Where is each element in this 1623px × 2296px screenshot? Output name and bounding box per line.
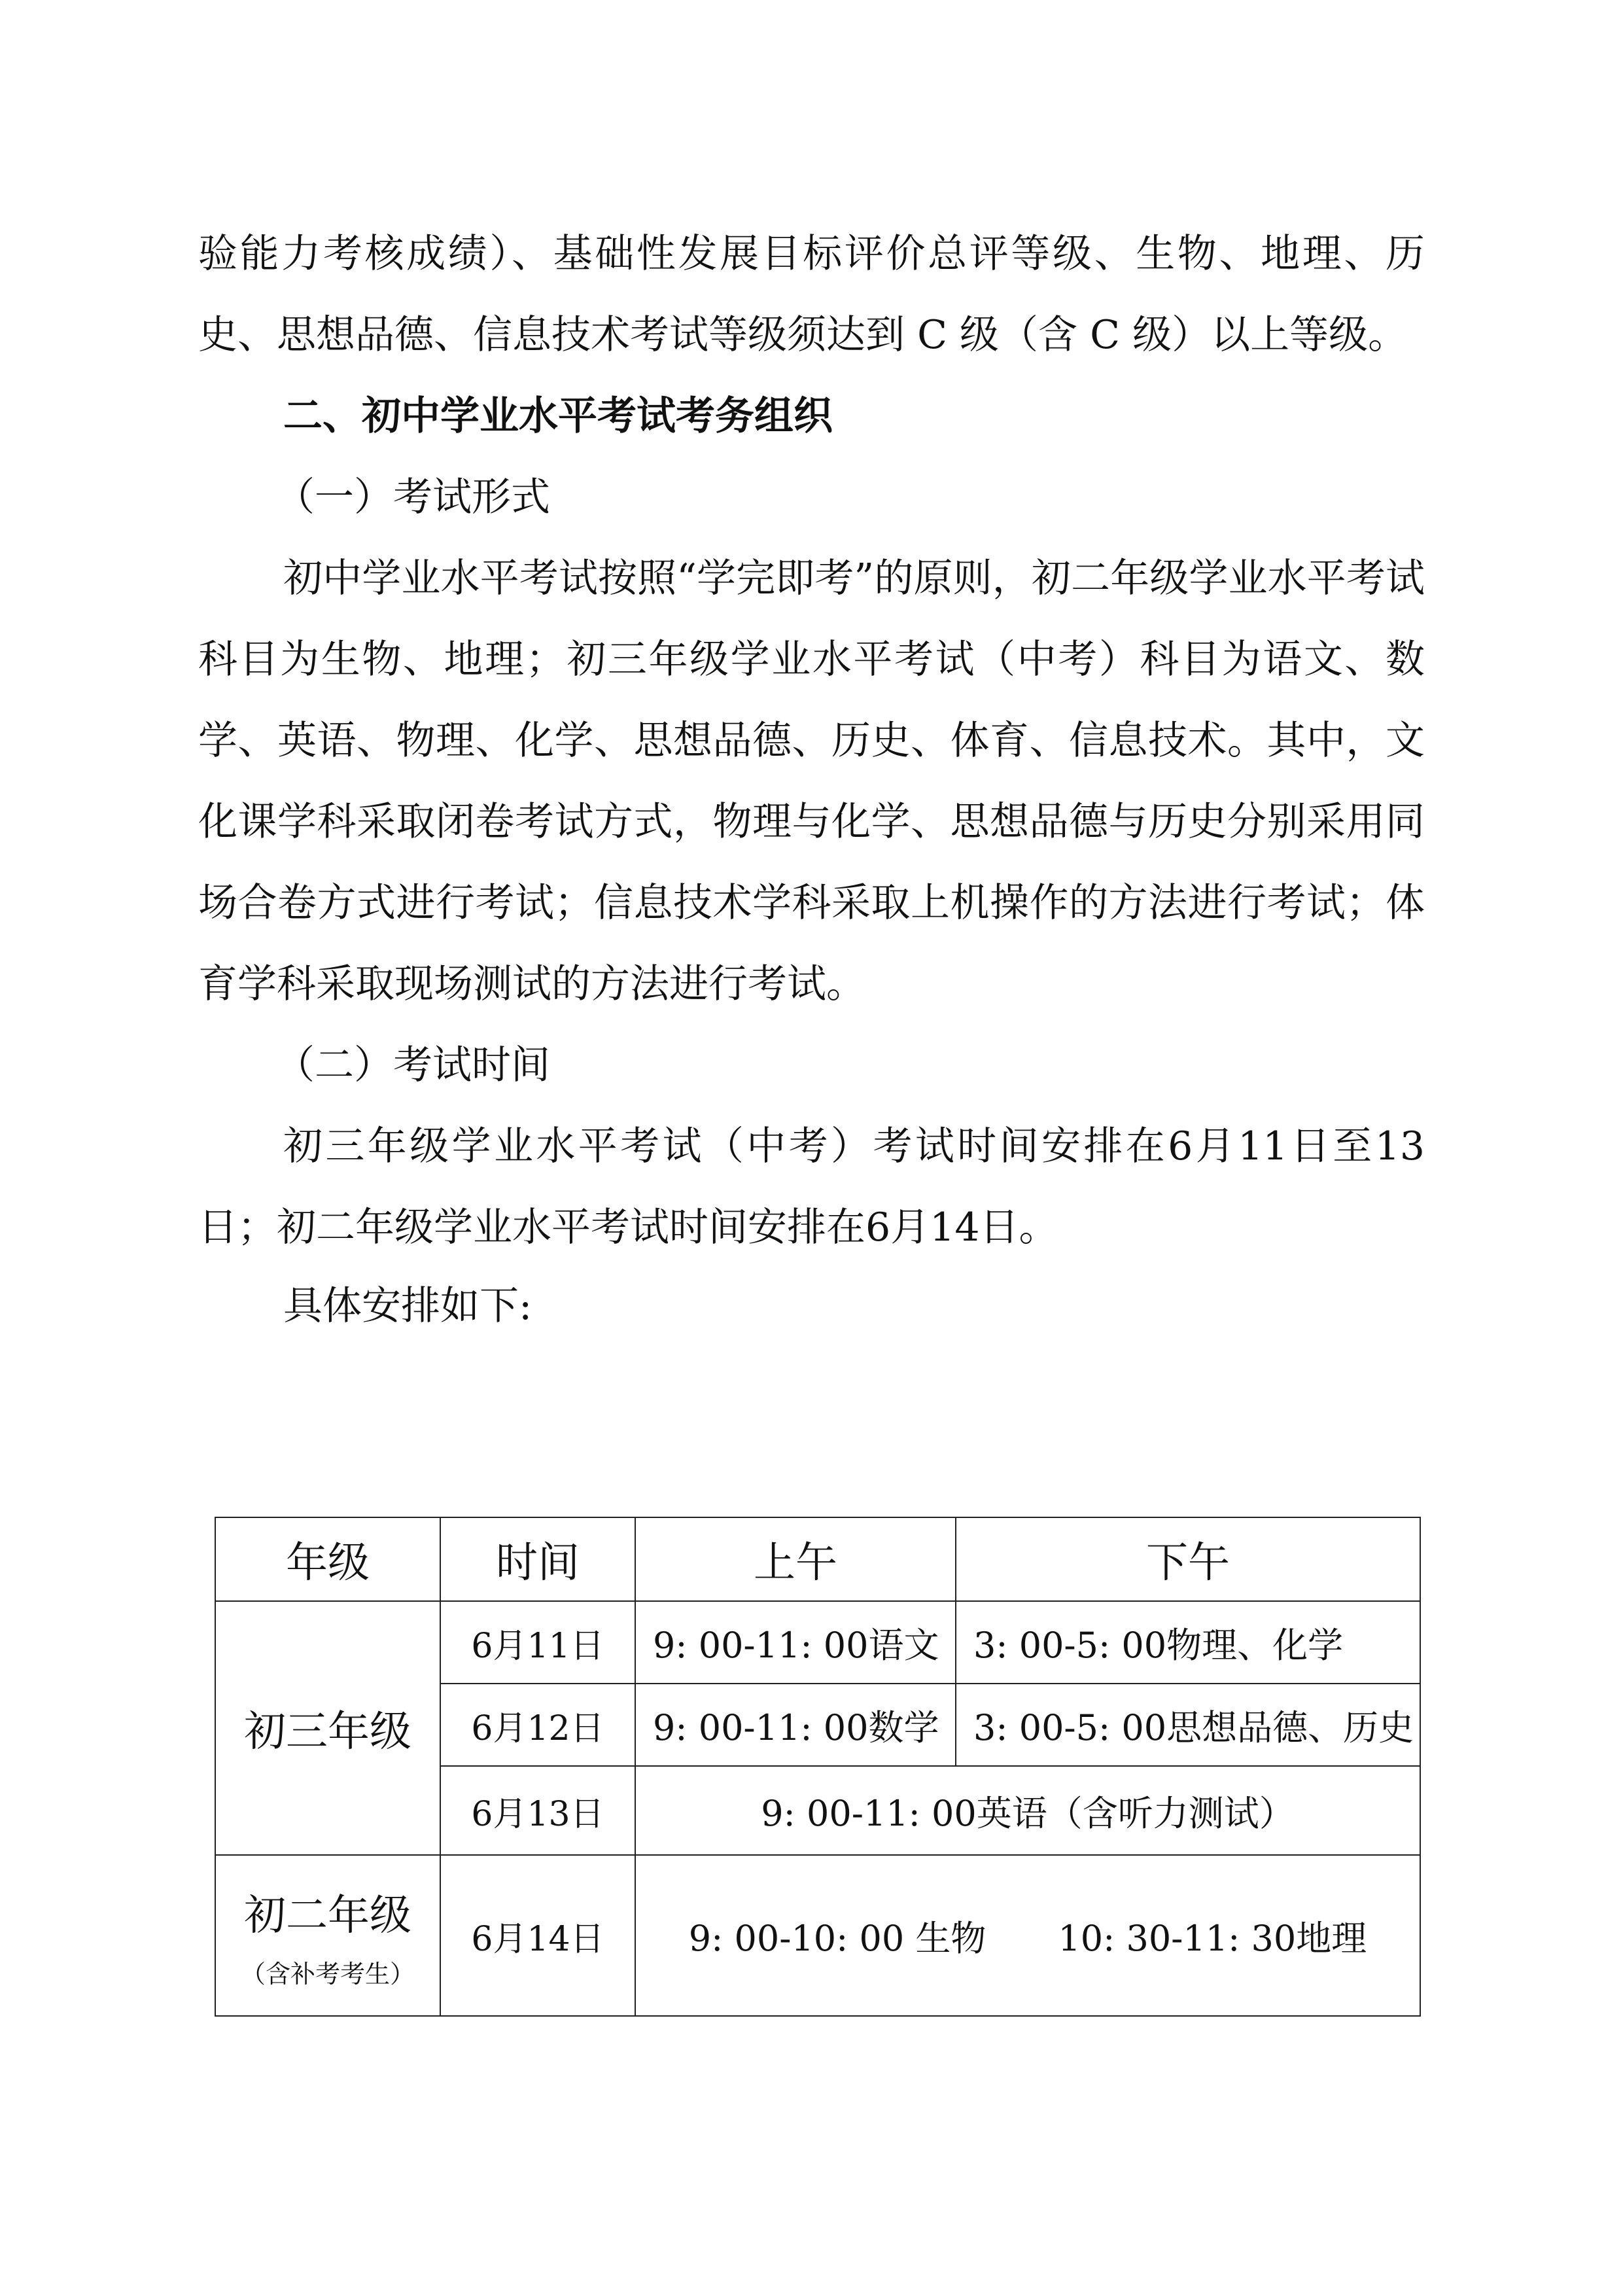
full-day-session: 9: 00-11: 00英语（含听力测试）	[635, 1766, 1420, 1855]
morning-session: 9: 00-11: 00语文	[635, 1601, 956, 1684]
grade-eight-sessions	[635, 1855, 1420, 2016]
header-afternoon: 下午	[956, 1517, 1420, 1601]
date-cell: 6月12日	[440, 1684, 635, 1766]
exam-schedule-table	[215, 1517, 1421, 2017]
paragraph-exam-format: 初中学业水平考试按照“学完即考”的原则，初二年级学业水平考试科目为生物、地理；初三年级学业水平考试（中考）科目为语文、数学、英语、物理、化学、思想品德、历史、体育、信息技术。其中，文化课学科采取闭卷考试方式，物理与化学、思想品德与历史分别采用同场合卷方式进行考试；信息技术学科采取上机操作的方法进行考试；体育学科采取现场测试的方法进行考试。	[198, 556, 1425, 1007]
table-row	[215, 1855, 1420, 2016]
subheading-exam-time: （二）考试时间	[275, 1042, 550, 1088]
geography-session: 10: 30-11: 30地理	[1058, 1917, 1367, 1959]
afternoon-session: 3: 00-5: 00思想品德、历史	[956, 1684, 1420, 1766]
biology-session: 9: 00-10: 00 生物	[688, 1917, 986, 1959]
section-heading-exam-organization: 二、初中学业水平考试考务组织	[283, 393, 833, 439]
subheading-exam-format: （一）考试形式	[275, 474, 550, 520]
table-row	[215, 1601, 1420, 1684]
table-header-row	[215, 1517, 1420, 1601]
header-morning: 上午	[635, 1517, 956, 1601]
date-cell: 6月13日	[440, 1766, 635, 1855]
morning-session: 9: 00-11: 00数学	[635, 1684, 956, 1766]
grade-eight-label: 初二年级	[244, 1891, 411, 1940]
grade-eight-note: （含补考考生）	[240, 1959, 415, 1988]
document-body	[198, 213, 1425, 1344]
afternoon-session: 3: 00-5: 00物理、化学	[956, 1601, 1420, 1684]
date-cell: 6月14日	[440, 1855, 635, 2016]
schedule-intro: 具体安排如下:	[283, 1283, 532, 1329]
grade-eight-cell	[215, 1855, 440, 2016]
paragraph-requirements: 验能力考核成绩）、基础性发展目标评价总评等级、生物、地理、历史、思想品德、信息技术考试等级须达到 C 级（含 C 级）以上等级。	[198, 231, 1425, 358]
date-cell: 6月11日	[440, 1601, 635, 1684]
header-date: 时间	[440, 1517, 635, 1601]
grade-nine-cell: 初三年级	[215, 1601, 440, 1855]
paragraph-exam-time: 初三年级学业水平考试（中考）考试时间安排在6月11日至13日；初二年级学业水平考试时间安排在6月14日。	[198, 1123, 1425, 1250]
header-grade: 年级	[215, 1517, 440, 1601]
